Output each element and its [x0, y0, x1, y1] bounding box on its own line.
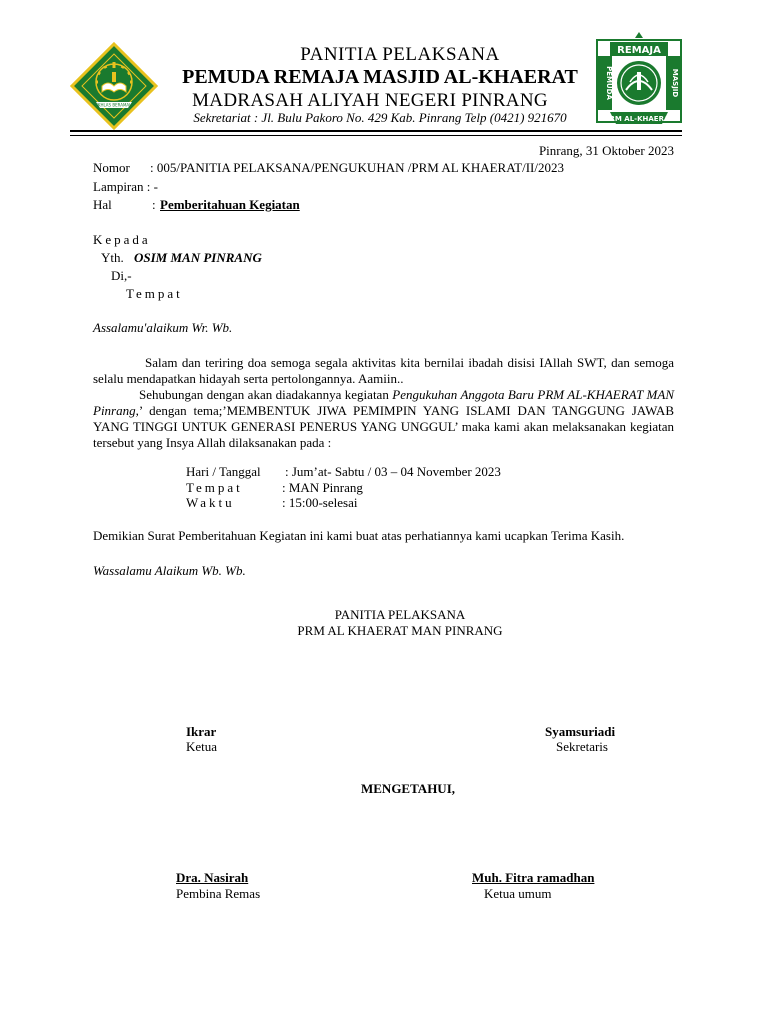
signature-org-line1: PANITIA PELAKSANA — [334, 607, 466, 622]
left-logo-text: IKHLAS BERAMAL — [96, 102, 132, 108]
header-school: MADRASAH ALIYAH NEGERI PINRANG — [192, 90, 548, 111]
paragraph-2-b: Pengukuhan Anggota Baru PRM AL-KHAERAT MAN Pinrang, — [93, 387, 674, 418]
hal-label: Hal — [93, 197, 112, 212]
hal-value: Pemberitahuan Kegiatan — [160, 197, 300, 212]
schedule-label-place: Tempat — [186, 480, 243, 495]
signature-bottom-left-name: Dra. Nasirah — [176, 870, 249, 885]
signature-left-name: Ikrar — [186, 724, 217, 739]
schedule-label-date: Hari / Tanggal — [186, 464, 261, 479]
right-logo-bottom: PRM AL-KHAERAT — [604, 115, 674, 123]
header-committee: PANITIA PELAKSANA — [300, 44, 500, 65]
paragraph-2-a: Sehubungan dengan akan diadakannya kegiatan — [139, 387, 393, 402]
paragraph-2 — [93, 387, 674, 451]
header-rule-thick — [70, 130, 682, 132]
right-logo-left: PEMUDA — [605, 66, 613, 100]
header-address: Sekretariat : Jl. Bulu Pakoro No. 429 Kab. Pinrang Telp (0421) 921670 — [193, 110, 567, 125]
hal-colon: : — [152, 197, 156, 212]
signature-bottom-left-title: Pembina Remas — [176, 886, 261, 901]
signature-bottom-right-title: Ketua umum — [484, 886, 552, 901]
closing: Demikian Surat Pemberitahuan Kegiatan ini kami buat atas perhatiannya kami ucapkan Terima Kasih. — [93, 528, 625, 543]
schedule-label-time: Waktu — [186, 495, 235, 510]
header-organization: PEMUDA REMAJA MASJID AL-KHAERAT — [182, 66, 578, 88]
signature-org-line2: PRM AL KHAERAT MAN PINRANG — [297, 623, 503, 638]
di: Di,- — [111, 268, 132, 283]
farewell: Wassalamu Alaikum Wb. Wb. — [93, 563, 246, 578]
nomor-label: Nomor — [93, 160, 130, 175]
paragraph-2-c: ’ dengan tema;’MEMBENTUK JIWA PEMIMPIN YANG ISLAMI DAN TANGGUNG JAWAB YANG TINGGI UNTUK GENERASI PENERUS YANG UNGGUL’ maka kami akan melaksanakan kegiatan tersebut yang Insya Allah dilaksanakan pada : — [93, 403, 674, 450]
lampiran: Lampiran : - — [93, 179, 158, 194]
yth-label: Yth. — [101, 250, 124, 265]
right-logo-right: MASJID — [671, 68, 679, 98]
kepada: Kepada — [93, 232, 151, 247]
schedule-value-place: : MAN Pinrang — [282, 480, 363, 495]
right-logo-top: REMAJA — [617, 45, 661, 56]
signature-right-name: Syamsuriadi — [545, 724, 616, 739]
nomor-value: : 005/PANITIA PELAKSANA/PENGUKUHAN /PRM AL KHAERAT/II/2023 — [150, 160, 564, 175]
header-rule-thin — [70, 135, 682, 136]
acknowledge-heading: MENGETAHUI, — [360, 781, 455, 796]
schedule-value-time: : 15:00-selesai — [282, 495, 358, 510]
schedule-value-date: : Jum’at- Sabtu / 03 – 04 November 2023 — [285, 464, 501, 479]
greeting: Assalamu'alaikum Wr. Wb. — [93, 320, 233, 335]
signature-left-title: Ketua — [186, 739, 218, 754]
kemenag-logo — [70, 42, 158, 130]
letter-date: Pinrang, 31 Oktober 2023 — [538, 143, 674, 158]
yth-value: OSIM MAN PINRANG — [134, 250, 262, 265]
tempat: Tempat — [126, 286, 183, 301]
paragraph-1: Salam dan teriring doa semoga segala aktivitas kita bernilai ibadah disisi IAllah SWT, dan semoga selalu mendapatkan hidayah serta pertolongannya. Aamiin.. — [93, 355, 674, 386]
signature-right-title: Sekretaris — [556, 739, 608, 754]
signature-bottom-right-name: Muh. Fitra ramadhan — [472, 870, 595, 885]
